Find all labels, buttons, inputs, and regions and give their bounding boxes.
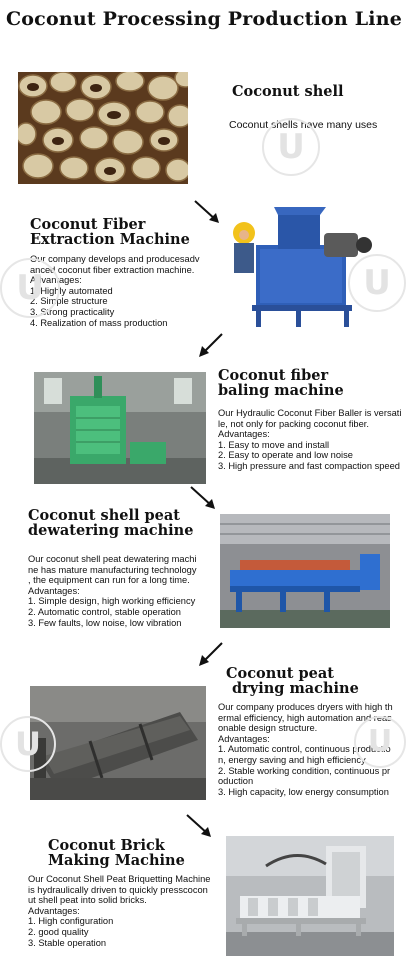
section-text-drying: Our company produces dryers with high th ermal efficiency, high automation and reas onable design structure. Advantages: 1. Automatic control, continuous productio n, energy saving and high efficiency 2. Stable working condition, continuous pr oduction 3. High capacity, low energy consumption [218,702,393,797]
arrow-icon [196,331,226,359]
watermark-logo: U [354,716,406,768]
section-heading-fiber-extraction: Coconut Fiber Extraction Machine [30,216,190,248]
page-title: Coconut Processing Production Line [5,8,403,30]
arrow-icon [184,812,214,840]
section-text-coconut-shell: Coconut shells have many uses [229,119,378,131]
arrow-icon [196,640,226,668]
watermark-logo: U [0,258,60,318]
coconut-shell-photo [18,72,188,184]
section-heading-coconut-shell: Coconut shell [232,83,344,100]
section-heading-dewatering: Coconut shell peat dewatering machine [28,507,194,539]
drying-machine-photo [30,686,206,800]
brick-machine-photo [226,836,394,956]
section-heading-baling: Coconut fiber baling machine [218,367,344,399]
section-text-baling: Our Hydraulic Coconut Fiber Baller is versati le, not only for packing coconut fiber. Advantages: 1. Easy to move and install 2. Easy to operate and low noise 3. High pressure and fast compaction speed [218,408,402,471]
dewatering-machine-photo [220,514,390,628]
watermark-logo: U [348,254,406,312]
section-heading-brick: Coconut Brick Making Machine [48,837,185,869]
section-text-brick: Our Coconut Shell Peat Briquetting Machine is hydraulically driven to quickly presscocon ut shell peat into solid bricks. Advantages: 1. High configuration 2. good quality 3. Stable operation [28,874,211,948]
watermark-logo: U [0,716,56,772]
baling-machine-photo [34,372,206,484]
section-text-fiber-extraction: Our company develops and producesadv anced coconut fiber extraction machine. Advantages: 1. Highly automated 2. Simple structure 3. Strong practicality 4. Realization of mass production [30,254,200,328]
section-heading-drying: Coconut peat drying machine [226,665,359,697]
watermark-logo: U [262,118,320,176]
section-text-dewatering: Our coconut shell peat dewatering machi ne has mature manufacturing technology , the equipment can run for a long time. Advantages: 1. Simple design, high working efficiency 2. Automatic control, stable operation 3. Few faults, low noise, low vibration [28,554,197,628]
arrow-icon [192,198,222,226]
